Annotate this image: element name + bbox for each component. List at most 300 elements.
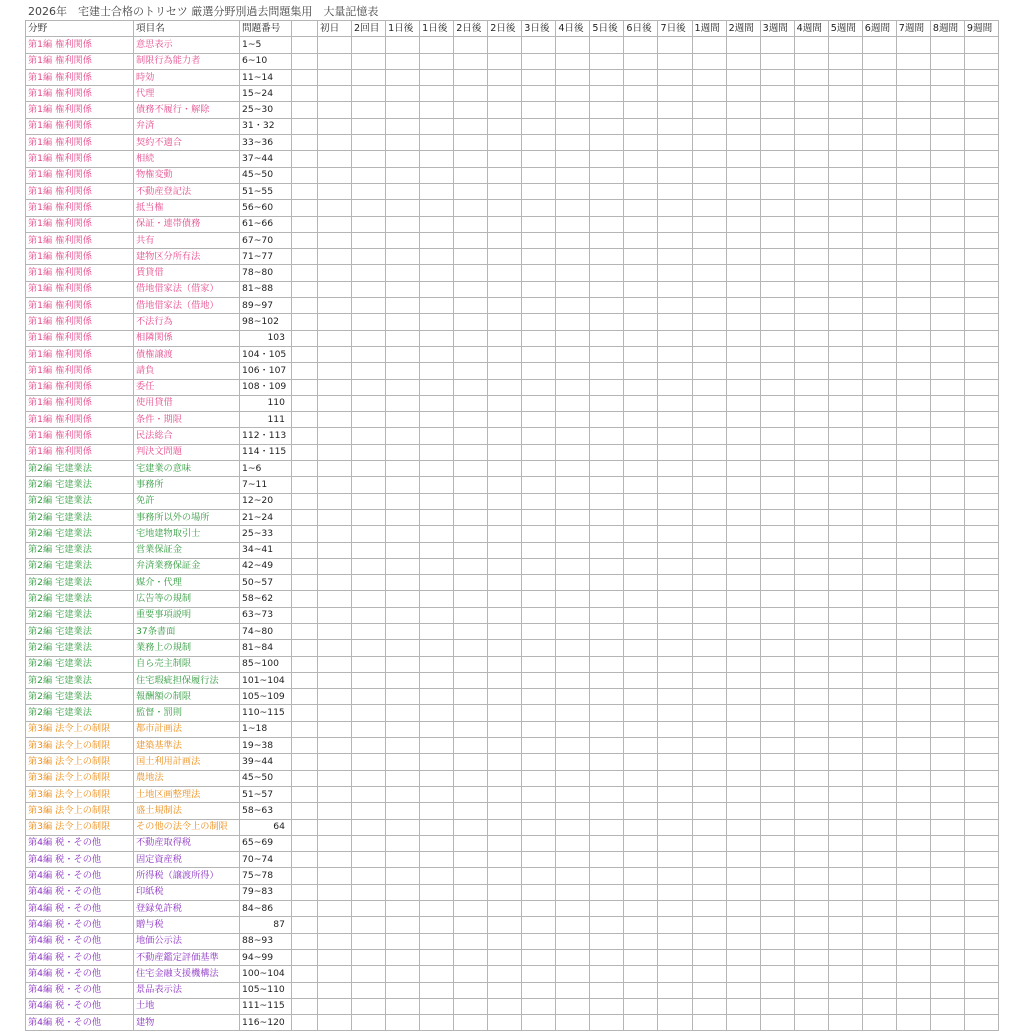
check-cell[interactable] <box>352 281 386 297</box>
check-cell[interactable] <box>658 705 692 721</box>
check-cell[interactable] <box>292 884 318 900</box>
check-cell[interactable] <box>896 477 930 493</box>
check-cell[interactable] <box>488 379 522 395</box>
check-cell[interactable] <box>658 754 692 770</box>
check-cell[interactable] <box>454 151 488 167</box>
check-cell[interactable] <box>318 444 352 460</box>
check-cell[interactable] <box>488 770 522 786</box>
check-cell[interactable] <box>862 689 896 705</box>
check-cell[interactable] <box>794 770 828 786</box>
item-name-cell[interactable]: 住宅瑕疵担保履行法 <box>134 672 240 688</box>
check-cell[interactable] <box>522 444 556 460</box>
check-cell[interactable] <box>318 770 352 786</box>
check-cell[interactable] <box>318 477 352 493</box>
check-cell[interactable] <box>522 412 556 428</box>
check-cell[interactable] <box>292 461 318 477</box>
check-cell[interactable] <box>760 69 794 85</box>
check-cell[interactable] <box>488 998 522 1014</box>
check-cell[interactable] <box>692 200 726 216</box>
check-cell[interactable] <box>292 281 318 297</box>
check-cell[interactable] <box>454 69 488 85</box>
check-cell[interactable] <box>556 721 590 737</box>
check-cell[interactable] <box>522 1015 556 1031</box>
check-cell[interactable] <box>590 249 624 265</box>
check-cell[interactable] <box>624 395 658 411</box>
check-cell[interactable] <box>726 461 760 477</box>
check-cell[interactable] <box>794 314 828 330</box>
check-cell[interactable] <box>420 949 454 965</box>
check-cell[interactable] <box>794 672 828 688</box>
check-cell[interactable] <box>420 786 454 802</box>
item-name-cell[interactable]: 弁済業務保証金 <box>134 558 240 574</box>
check-cell[interactable] <box>420 526 454 542</box>
check-cell[interactable] <box>488 102 522 118</box>
check-cell[interactable] <box>760 249 794 265</box>
check-cell[interactable] <box>896 461 930 477</box>
check-cell[interactable] <box>692 135 726 151</box>
check-cell[interactable] <box>964 835 998 851</box>
header-cell[interactable] <box>292 21 318 37</box>
check-cell[interactable] <box>454 330 488 346</box>
check-cell[interactable] <box>352 623 386 639</box>
check-cell[interactable] <box>964 770 998 786</box>
check-cell[interactable] <box>386 1015 420 1031</box>
check-cell[interactable] <box>658 966 692 982</box>
check-cell[interactable] <box>658 444 692 460</box>
check-cell[interactable] <box>862 477 896 493</box>
question-number-cell[interactable]: 74~80 <box>240 623 292 639</box>
check-cell[interactable] <box>896 1015 930 1031</box>
check-cell[interactable] <box>692 689 726 705</box>
check-cell[interactable] <box>794 428 828 444</box>
field-cell[interactable]: 第1編 権利関係 <box>26 363 134 379</box>
check-cell[interactable] <box>692 118 726 134</box>
check-cell[interactable] <box>488 493 522 509</box>
check-cell[interactable] <box>896 526 930 542</box>
check-cell[interactable] <box>760 770 794 786</box>
check-cell[interactable] <box>896 135 930 151</box>
check-cell[interactable] <box>488 118 522 134</box>
check-cell[interactable] <box>590 933 624 949</box>
check-cell[interactable] <box>658 151 692 167</box>
check-cell[interactable] <box>522 477 556 493</box>
check-cell[interactable] <box>488 901 522 917</box>
field-cell[interactable]: 第4編 税・その他 <box>26 1015 134 1031</box>
field-cell[interactable]: 第1編 権利関係 <box>26 379 134 395</box>
check-cell[interactable] <box>488 183 522 199</box>
check-cell[interactable] <box>590 591 624 607</box>
question-number-cell[interactable]: 84~86 <box>240 901 292 917</box>
question-number-cell[interactable]: 1~18 <box>240 721 292 737</box>
field-cell[interactable]: 第1編 権利関係 <box>26 151 134 167</box>
check-cell[interactable] <box>292 949 318 965</box>
check-cell[interactable] <box>692 102 726 118</box>
question-number-cell[interactable]: 61~66 <box>240 216 292 232</box>
check-cell[interactable] <box>964 917 998 933</box>
check-cell[interactable] <box>930 623 964 639</box>
check-cell[interactable] <box>318 1015 352 1031</box>
check-cell[interactable] <box>318 607 352 623</box>
check-cell[interactable] <box>590 265 624 281</box>
check-cell[interactable] <box>726 118 760 134</box>
check-cell[interactable] <box>760 102 794 118</box>
check-cell[interactable] <box>522 738 556 754</box>
check-cell[interactable] <box>930 509 964 525</box>
check-cell[interactable] <box>862 558 896 574</box>
check-cell[interactable] <box>726 933 760 949</box>
check-cell[interactable] <box>292 835 318 851</box>
check-cell[interactable] <box>964 591 998 607</box>
check-cell[interactable] <box>454 738 488 754</box>
check-cell[interactable] <box>318 656 352 672</box>
field-cell[interactable]: 第1編 権利関係 <box>26 232 134 248</box>
check-cell[interactable] <box>556 591 590 607</box>
check-cell[interactable] <box>292 330 318 346</box>
check-cell[interactable] <box>488 558 522 574</box>
header-cell[interactable]: 1日後 <box>420 21 454 37</box>
question-number-cell[interactable]: 11~14 <box>240 69 292 85</box>
field-cell[interactable]: 第2編 宅建業法 <box>26 542 134 558</box>
check-cell[interactable] <box>292 232 318 248</box>
check-cell[interactable] <box>292 754 318 770</box>
check-cell[interactable] <box>556 118 590 134</box>
check-cell[interactable] <box>760 852 794 868</box>
check-cell[interactable] <box>352 298 386 314</box>
check-cell[interactable] <box>488 656 522 672</box>
check-cell[interactable] <box>318 151 352 167</box>
check-cell[interactable] <box>794 868 828 884</box>
check-cell[interactable] <box>862 949 896 965</box>
check-cell[interactable] <box>862 933 896 949</box>
check-cell[interactable] <box>318 558 352 574</box>
check-cell[interactable] <box>692 69 726 85</box>
check-cell[interactable] <box>658 118 692 134</box>
check-cell[interactable] <box>862 705 896 721</box>
check-cell[interactable] <box>386 249 420 265</box>
check-cell[interactable] <box>658 37 692 53</box>
check-cell[interactable] <box>896 232 930 248</box>
check-cell[interactable] <box>522 232 556 248</box>
check-cell[interactable] <box>896 265 930 281</box>
check-cell[interactable] <box>556 265 590 281</box>
check-cell[interactable] <box>590 151 624 167</box>
check-cell[interactable] <box>692 949 726 965</box>
field-cell[interactable]: 第1編 権利関係 <box>26 200 134 216</box>
check-cell[interactable] <box>930 998 964 1014</box>
check-cell[interactable] <box>292 607 318 623</box>
check-cell[interactable] <box>420 444 454 460</box>
check-cell[interactable] <box>420 200 454 216</box>
check-cell[interactable] <box>454 542 488 558</box>
check-cell[interactable] <box>522 949 556 965</box>
check-cell[interactable] <box>726 477 760 493</box>
check-cell[interactable] <box>352 884 386 900</box>
check-cell[interactable] <box>794 151 828 167</box>
field-cell[interactable]: 第2編 宅建業法 <box>26 477 134 493</box>
check-cell[interactable] <box>760 917 794 933</box>
field-cell[interactable]: 第3編 法令上の制限 <box>26 721 134 737</box>
question-number-cell[interactable]: 34~41 <box>240 542 292 558</box>
question-number-cell[interactable]: 71~77 <box>240 249 292 265</box>
question-number-cell[interactable]: 88~93 <box>240 933 292 949</box>
check-cell[interactable] <box>828 819 862 835</box>
check-cell[interactable] <box>488 200 522 216</box>
check-cell[interactable] <box>760 591 794 607</box>
check-cell[interactable] <box>794 705 828 721</box>
check-cell[interactable] <box>318 591 352 607</box>
check-cell[interactable] <box>454 477 488 493</box>
check-cell[interactable] <box>658 835 692 851</box>
check-cell[interactable] <box>658 640 692 656</box>
check-cell[interactable] <box>386 118 420 134</box>
field-cell[interactable]: 第4編 税・その他 <box>26 868 134 884</box>
check-cell[interactable] <box>318 216 352 232</box>
check-cell[interactable] <box>292 379 318 395</box>
check-cell[interactable] <box>828 379 862 395</box>
check-cell[interactable] <box>420 917 454 933</box>
check-cell[interactable] <box>896 558 930 574</box>
check-cell[interactable] <box>726 966 760 982</box>
check-cell[interactable] <box>352 917 386 933</box>
check-cell[interactable] <box>726 770 760 786</box>
check-cell[interactable] <box>658 1015 692 1031</box>
check-cell[interactable] <box>454 200 488 216</box>
check-cell[interactable] <box>624 770 658 786</box>
check-cell[interactable] <box>930 705 964 721</box>
item-name-cell[interactable]: 地価公示法 <box>134 933 240 949</box>
check-cell[interactable] <box>386 770 420 786</box>
check-cell[interactable] <box>794 933 828 949</box>
check-cell[interactable] <box>930 477 964 493</box>
check-cell[interactable] <box>896 314 930 330</box>
check-cell[interactable] <box>292 738 318 754</box>
check-cell[interactable] <box>386 982 420 998</box>
check-cell[interactable] <box>896 917 930 933</box>
check-cell[interactable] <box>556 933 590 949</box>
item-name-cell[interactable]: 自ら売主制限 <box>134 656 240 672</box>
check-cell[interactable] <box>930 591 964 607</box>
check-cell[interactable] <box>658 232 692 248</box>
check-cell[interactable] <box>624 786 658 802</box>
item-name-cell[interactable]: 不動産鑑定評価基準 <box>134 949 240 965</box>
check-cell[interactable] <box>896 37 930 53</box>
check-cell[interactable] <box>760 265 794 281</box>
check-cell[interactable] <box>318 575 352 591</box>
check-cell[interactable] <box>828 477 862 493</box>
check-cell[interactable] <box>930 754 964 770</box>
check-cell[interactable] <box>794 819 828 835</box>
check-cell[interactable] <box>692 672 726 688</box>
check-cell[interactable] <box>420 542 454 558</box>
check-cell[interactable] <box>292 477 318 493</box>
check-cell[interactable] <box>386 493 420 509</box>
check-cell[interactable] <box>386 868 420 884</box>
check-cell[interactable] <box>760 575 794 591</box>
field-cell[interactable]: 第2編 宅建業法 <box>26 689 134 705</box>
item-name-cell[interactable]: 委任 <box>134 379 240 395</box>
check-cell[interactable] <box>352 444 386 460</box>
check-cell[interactable] <box>488 705 522 721</box>
question-number-cell[interactable]: 31・32 <box>240 118 292 134</box>
check-cell[interactable] <box>726 232 760 248</box>
check-cell[interactable] <box>454 623 488 639</box>
check-cell[interactable] <box>964 575 998 591</box>
check-cell[interactable] <box>862 135 896 151</box>
check-cell[interactable] <box>386 232 420 248</box>
item-name-cell[interactable]: 登録免許税 <box>134 901 240 917</box>
check-cell[interactable] <box>692 281 726 297</box>
check-cell[interactable] <box>658 379 692 395</box>
check-cell[interactable] <box>828 135 862 151</box>
check-cell[interactable] <box>420 493 454 509</box>
check-cell[interactable] <box>386 53 420 69</box>
check-cell[interactable] <box>862 314 896 330</box>
check-cell[interactable] <box>386 298 420 314</box>
check-cell[interactable] <box>454 721 488 737</box>
field-cell[interactable]: 第1編 権利関係 <box>26 216 134 232</box>
check-cell[interactable] <box>794 493 828 509</box>
field-cell[interactable]: 第3編 法令上の制限 <box>26 786 134 802</box>
field-cell[interactable]: 第4編 税・その他 <box>26 835 134 851</box>
field-cell[interactable]: 第3編 法令上の制限 <box>26 803 134 819</box>
field-cell[interactable]: 第2編 宅建業法 <box>26 558 134 574</box>
check-cell[interactable] <box>386 623 420 639</box>
check-cell[interactable] <box>590 966 624 982</box>
check-cell[interactable] <box>522 37 556 53</box>
check-cell[interactable] <box>488 835 522 851</box>
check-cell[interactable] <box>862 721 896 737</box>
check-cell[interactable] <box>488 151 522 167</box>
check-cell[interactable] <box>522 493 556 509</box>
check-cell[interactable] <box>964 86 998 102</box>
item-name-cell[interactable]: 宅建業の意味 <box>134 461 240 477</box>
check-cell[interactable] <box>658 786 692 802</box>
check-cell[interactable] <box>828 151 862 167</box>
item-name-cell[interactable]: 債務不履行・解除 <box>134 102 240 118</box>
check-cell[interactable] <box>726 575 760 591</box>
check-cell[interactable] <box>828 167 862 183</box>
check-cell[interactable] <box>386 526 420 542</box>
check-cell[interactable] <box>488 298 522 314</box>
check-cell[interactable] <box>624 591 658 607</box>
check-cell[interactable] <box>488 216 522 232</box>
check-cell[interactable] <box>386 672 420 688</box>
check-cell[interactable] <box>726 330 760 346</box>
item-name-cell[interactable]: 住宅金融支援機構法 <box>134 966 240 982</box>
check-cell[interactable] <box>658 509 692 525</box>
check-cell[interactable] <box>726 705 760 721</box>
item-name-cell[interactable]: 抵当権 <box>134 200 240 216</box>
check-cell[interactable] <box>522 314 556 330</box>
check-cell[interactable] <box>292 216 318 232</box>
check-cell[interactable] <box>624 835 658 851</box>
check-cell[interactable] <box>522 852 556 868</box>
check-cell[interactable] <box>692 901 726 917</box>
check-cell[interactable] <box>386 37 420 53</box>
check-cell[interactable] <box>488 786 522 802</box>
check-cell[interactable] <box>386 216 420 232</box>
check-cell[interactable] <box>794 232 828 248</box>
check-cell[interactable] <box>862 346 896 362</box>
check-cell[interactable] <box>352 86 386 102</box>
check-cell[interactable] <box>590 754 624 770</box>
check-cell[interactable] <box>930 314 964 330</box>
check-cell[interactable] <box>292 982 318 998</box>
check-cell[interactable] <box>488 575 522 591</box>
check-cell[interactable] <box>794 395 828 411</box>
item-name-cell[interactable]: 相隣関係 <box>134 330 240 346</box>
check-cell[interactable] <box>556 705 590 721</box>
item-name-cell[interactable]: 物権変動 <box>134 167 240 183</box>
question-number-cell[interactable]: 64 <box>240 819 292 835</box>
check-cell[interactable] <box>590 672 624 688</box>
item-name-cell[interactable]: 都市計画法 <box>134 721 240 737</box>
header-cell[interactable]: 8週間 <box>930 21 964 37</box>
check-cell[interactable] <box>896 118 930 134</box>
check-cell[interactable] <box>726 493 760 509</box>
check-cell[interactable] <box>760 656 794 672</box>
check-cell[interactable] <box>292 966 318 982</box>
check-cell[interactable] <box>318 265 352 281</box>
header-cell[interactable]: 5日後 <box>590 21 624 37</box>
check-cell[interactable] <box>488 363 522 379</box>
check-cell[interactable] <box>930 901 964 917</box>
check-cell[interactable] <box>292 428 318 444</box>
check-cell[interactable] <box>726 428 760 444</box>
field-cell[interactable]: 第2編 宅建業法 <box>26 705 134 721</box>
check-cell[interactable] <box>556 672 590 688</box>
check-cell[interactable] <box>658 86 692 102</box>
check-cell[interactable] <box>556 868 590 884</box>
check-cell[interactable] <box>760 982 794 998</box>
check-cell[interactable] <box>760 232 794 248</box>
check-cell[interactable] <box>760 167 794 183</box>
check-cell[interactable] <box>862 281 896 297</box>
field-cell[interactable]: 第1編 権利関係 <box>26 86 134 102</box>
check-cell[interactable] <box>352 265 386 281</box>
check-cell[interactable] <box>420 53 454 69</box>
check-cell[interactable] <box>292 623 318 639</box>
check-cell[interactable] <box>590 623 624 639</box>
item-name-cell[interactable]: 監督・罰則 <box>134 705 240 721</box>
check-cell[interactable] <box>556 770 590 786</box>
check-cell[interactable] <box>862 395 896 411</box>
question-number-cell[interactable]: 110~115 <box>240 705 292 721</box>
check-cell[interactable] <box>930 656 964 672</box>
check-cell[interactable] <box>590 412 624 428</box>
check-cell[interactable] <box>454 86 488 102</box>
question-number-cell[interactable]: 81~84 <box>240 640 292 656</box>
check-cell[interactable] <box>862 183 896 199</box>
check-cell[interactable] <box>522 884 556 900</box>
check-cell[interactable] <box>760 330 794 346</box>
check-cell[interactable] <box>828 705 862 721</box>
check-cell[interactable] <box>862 69 896 85</box>
check-cell[interactable] <box>862 542 896 558</box>
check-cell[interactable] <box>760 966 794 982</box>
check-cell[interactable] <box>420 966 454 982</box>
check-cell[interactable] <box>454 53 488 69</box>
field-cell[interactable]: 第2編 宅建業法 <box>26 509 134 525</box>
check-cell[interactable] <box>828 346 862 362</box>
check-cell[interactable] <box>794 216 828 232</box>
check-cell[interactable] <box>556 477 590 493</box>
check-cell[interactable] <box>964 379 998 395</box>
check-cell[interactable] <box>488 477 522 493</box>
check-cell[interactable] <box>658 542 692 558</box>
check-cell[interactable] <box>590 363 624 379</box>
check-cell[interactable] <box>726 1015 760 1031</box>
